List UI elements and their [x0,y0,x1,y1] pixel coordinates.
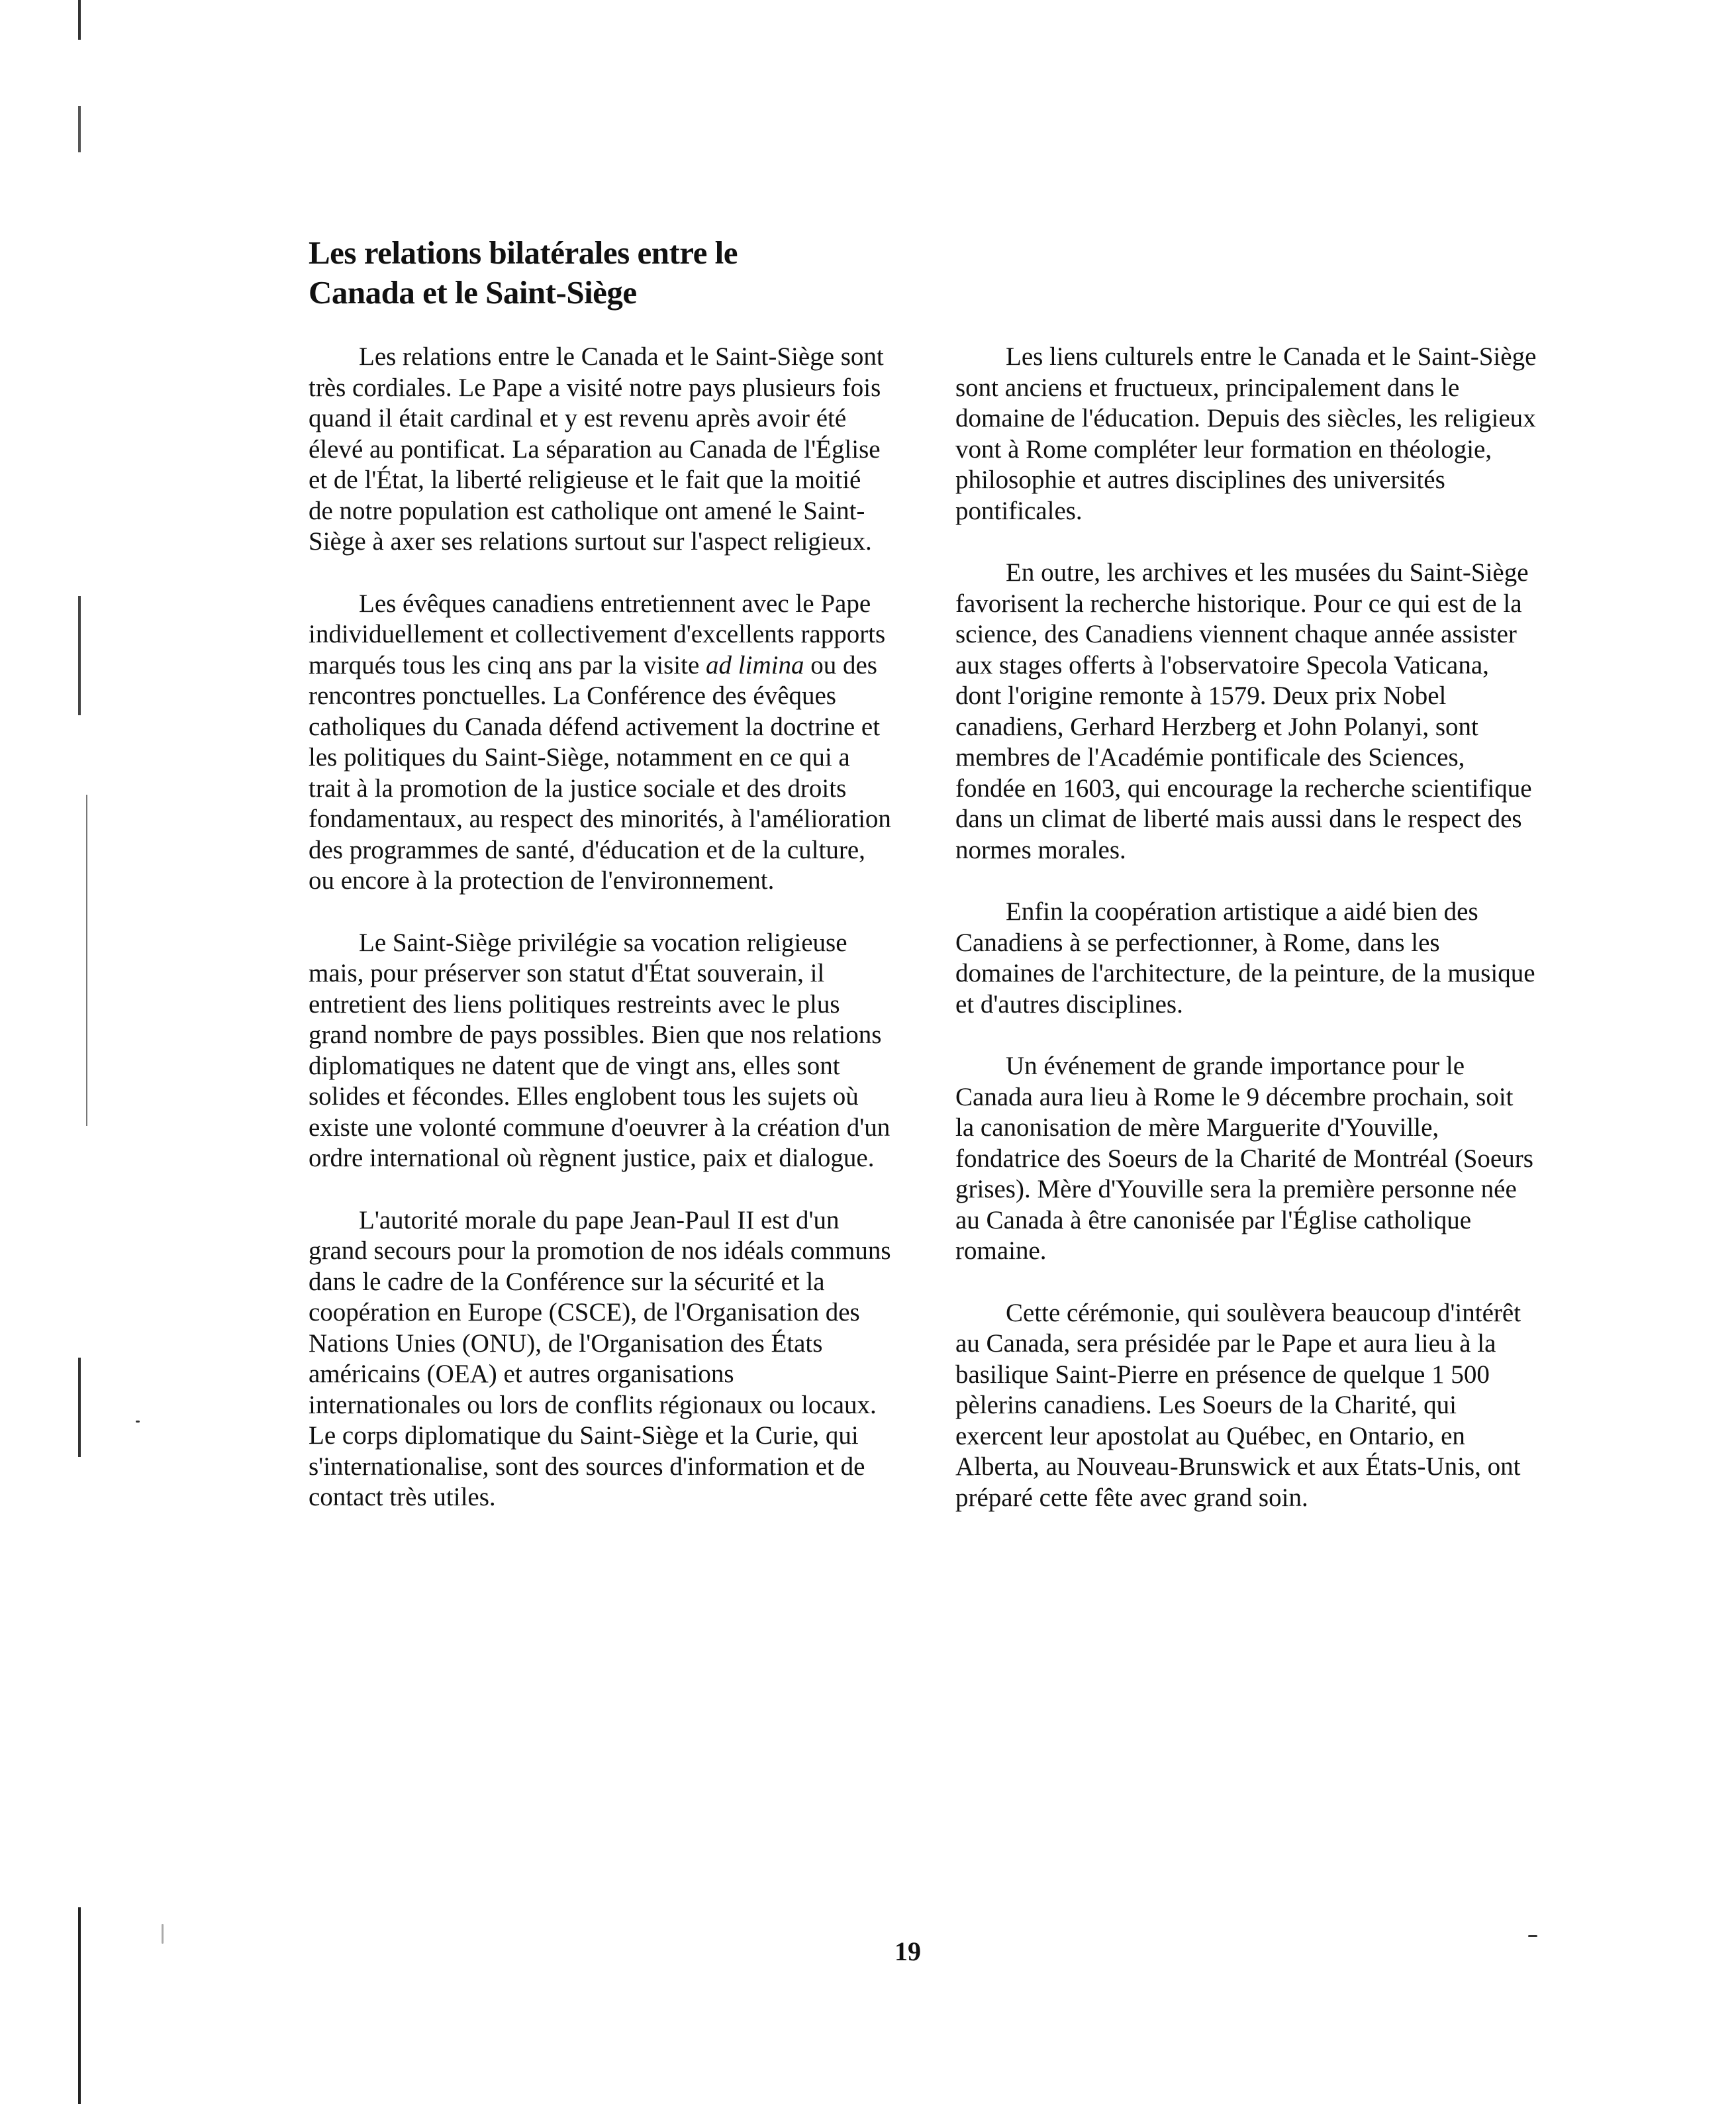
paragraph-text-before-italic: Les évêques canadiens entretiennent avec le Pape individuellement et collectivement d'excellents rapports marqués tous les cinq ans par la visite [309,589,886,679]
scan-speck [1528,1935,1537,1937]
paragraph-cooperation-artistique: Enfin la coopération artistique a aidé bien des Canadiens à se perfectionner, à Rome, dans les domaines de l'architecture, de la peinture, de la musique et d'autres disciplines. [955,897,1535,1019]
paragraph-vocation-religieuse: Le Saint-Siège privilégie sa vocation religieuse mais, pour préserver son statut d'État souverain, il entretient des liens politiques restreints avec le plus grand nombre de pays possibles. Bien que nos relations diplomatiques ne datent que de vingt ans, elles sont solides et fécondes. Elles englobent tous les sujets où existe une volonté commune d'oeuvrer à la création d'un ordre international où règnent justice, paix et dialogue. [309,928,891,1172]
scan-edge-artifact [78,0,81,2104]
title-line-1: Les relations bilatérales entre le [309,234,738,271]
paragraph-autorite-morale: L'autorité morale du pape Jean-Paul II est d'un grand secours pour la promotion de nos idéals communs dans le cadre de la Conférence sur la sécurité et la coopération en Europe (CSCE), de l'Organisation des Nations Unies (ONU), de l'Organisation des États américains (OEA) et autres organisations internationales ou lors de conflits régionaux ou locaux. Le corps diplomatique du Saint-Siège et la Curie, qui s'internationalise, sont des sources d'information et de contact très utiles. [309,1205,891,1511]
paragraph-liens-culturels: Les liens culturels entre le Canada et le Saint-Siège sont anciens et fructueux, principalement dans le domaine de l'éducation. Depuis des siècles, les religieux vont à Rome compléter leur formation en théologie, philosophie et autres disciplines des universités pontificales. [955,342,1537,525]
paragraph-canonisation: Un événement de grande importance pour le Canada aura lieu à Rome le 9 décembre prochain, soit la canonisation de mère Marguerite d'Youville, fondatrice des Soeurs de la Charité de Montréal (Soeurs grises). Mère d'Youville sera la première personne née au Canada à être canonisée par l'Église catholique romaine. [955,1052,1533,1265]
page-number: 19 [894,1936,921,1966]
paragraph-archives-musees: En outre, les archives et les musées du Saint-Siège favorisent la recherche historique. Pour ce qui est de la science, des Canadiens viennent chaque année assister aux stages offerts à l'observatoire Specola Vaticana, dont l'origine remonte à 1579. Deux prix Nobel canadiens, Gerhard Herzberg et John Polanyi, sont membres de l'Académie pontificale des Sciences, fondée en 1603, qui encourage la recherche scientifique dans un climat de liberté mais aussi dans le respect des normes morales. [955,558,1532,864]
italic-ad-limina: ad limina [706,650,804,679]
scan-speck [162,1924,164,1944]
paragraph-text-after-italic: ou des rencontres ponctuelles. La Conférence des évêques catholiques du Canada défend activement la doctrine et les politiques du Saint-Siège, notamment en ce qui a trait à la promotion de la justice sociale et des droits fondamentaux, au respect des minorités, à l'amélioration des programmes de santé, d'éducation et de la culture, ou encore à la protection de l'environnement. [309,650,891,895]
title-line-2: Canada et le Saint-Siège [309,274,637,311]
paragraph-eveques-canadiens [309,589,891,897]
page-title [309,233,1004,313]
paragraph-ceremonie: Cette cérémonie, qui soulèvera beaucoup d'intérêt au Canada, sera présidée par le Pape et aura lieu à la basilique Saint-Pierre en présence de quelque 1 500 pèlerins canadiens. Les Soeurs de la Charité, qui exercent leur apostolat au Québec, en Ontario, en Alberta, au Nouveau-Brunswick et aux États-Unis, ont préparé cette fête avec grand soin. [955,1298,1521,1512]
right-column [955,342,1538,1544]
scan-speck [136,1421,140,1423]
scan-edge-artifact-secondary [86,0,87,2104]
left-column [309,342,891,1544]
paragraph-relations-cordiales: Les relations entre le Canada et le Saint-Siège sont très cordiales. Le Pape a visité notre pays plusieurs fois quand il était cardinal et y est revenu après avoir été élevé au pontificat. La séparation au Canada de l'Église et de l'État, la liberté religieuse et le fait que la moitié de notre population est catholique ont amené le Saint-Siège à axer ses relations surtout sur l'aspect religieux. [309,342,884,556]
